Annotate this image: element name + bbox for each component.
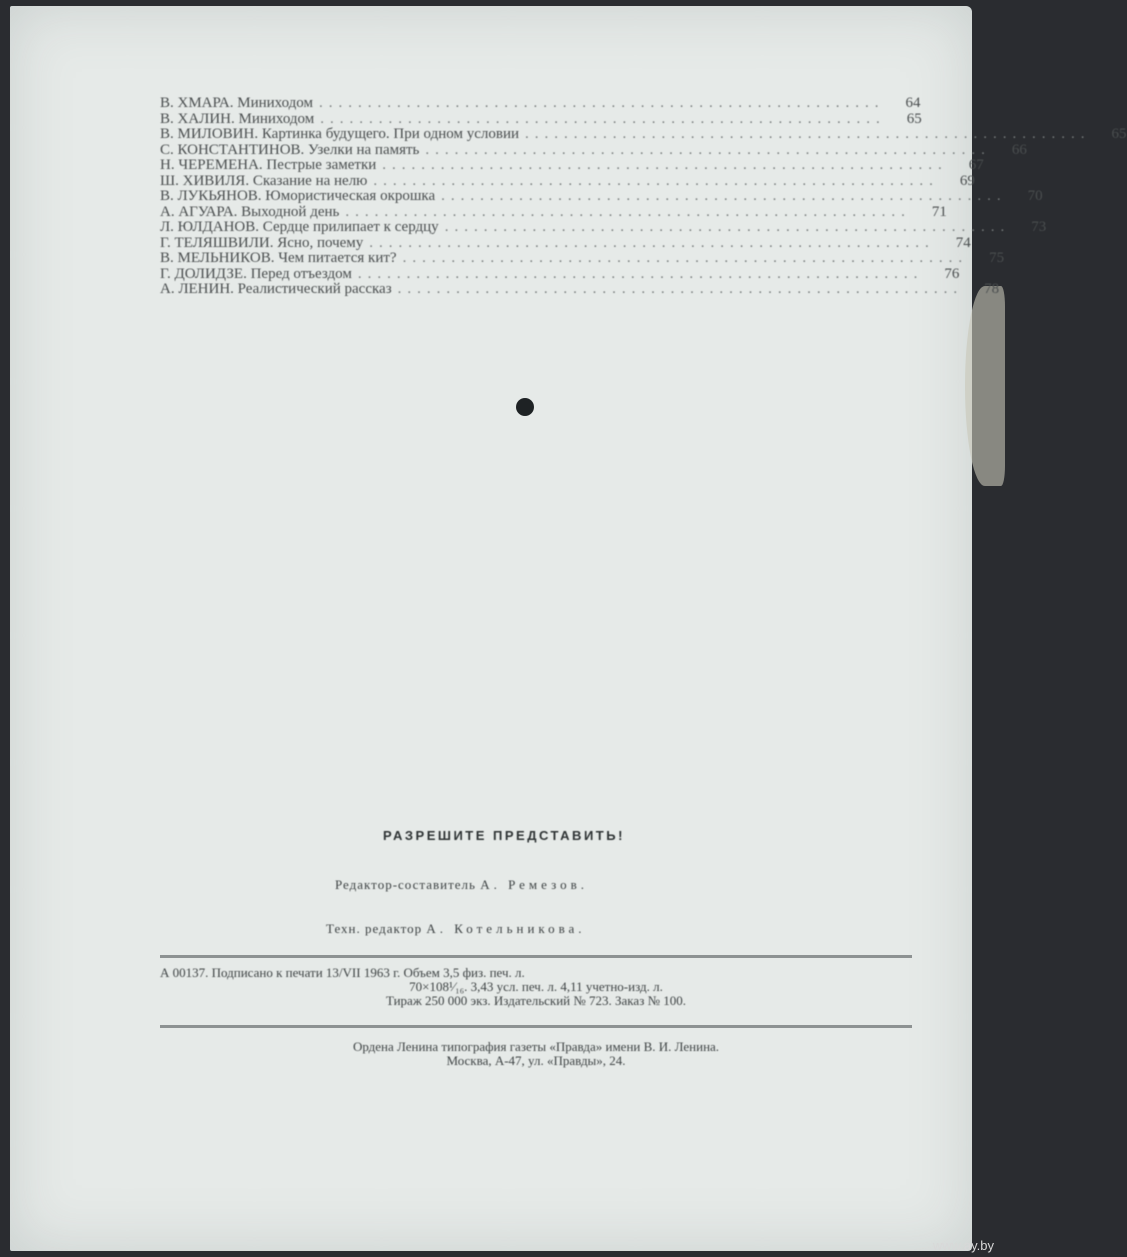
toc-leader: .......................................................... [441, 188, 1007, 204]
toc-page: 73 [1031, 219, 1047, 235]
imprint-block [160, 966, 912, 1008]
toc-row [160, 172, 975, 190]
toc-title: Ш. ХИВИЛЯ. Сказание на нелю [160, 172, 368, 189]
toc-leader: .......................................................... [345, 203, 911, 220]
book-title: РАЗРЕШИТЕ ПРЕДСТАВИТЬ! [383, 828, 625, 843]
toc-page: 64 [905, 95, 921, 111]
tech-editor-credit [326, 921, 586, 937]
table-of-contents [160, 95, 1127, 298]
toc-row [160, 157, 984, 174]
toc-row [160, 219, 1047, 236]
toc-leader: .......................................................... [444, 219, 1011, 235]
toc-title: В. МЕЛЬНИКОВ. Чем питается кит? [160, 250, 397, 266]
toc-leader: .......................................................... [382, 157, 948, 173]
toc-leader: .......................................................... [319, 95, 885, 111]
toc-title: А. ЛЕНИН. Реалистический рассказ [160, 281, 392, 297]
toc-row [160, 265, 960, 283]
toc-page: 71 [931, 203, 947, 220]
imprint-line: А 00137. Подписано к печати 13/VII 1963 г. Объем 3,5 физ. печ. л. [160, 965, 525, 980]
editor-label: Редактор-составитель [335, 877, 476, 892]
imprint-line: Тираж 250 000 экз. Издательский № 723. Заказ № 100. [385, 993, 686, 1008]
toc-title: В. ХАЛИН. Миниходом [160, 110, 315, 127]
toc-leader: .......................................................... [425, 141, 991, 158]
toc-title: С. КОНСТАНТИНОВ. Узелки на память [160, 141, 420, 158]
tech-editor-label: Техн. редактор [326, 921, 423, 936]
imprint-line: 70×108¹⁄₁₆. 3,43 усл. печ. л. 4,11 учетно-изд. л. [409, 979, 663, 994]
toc-title: Н. ЧЕРЕМЕНА. Пестрые заметки [160, 157, 377, 173]
toc-leader: .......................................................... [357, 265, 924, 282]
printer-line: Москва, А-47, ул. «Правды», 24. [446, 1053, 626, 1068]
printer-line: Ордена Ленина типография газеты «Правда» имени В. И. Ленина. [352, 1039, 720, 1054]
toc-page: 70 [1027, 188, 1043, 204]
toc-page: 69 [959, 172, 975, 189]
printer-block [160, 1040, 912, 1068]
toc-title: В. ЛУКЬЯНОВ. Юмористическая окрошка [160, 188, 436, 204]
toc-title: В. ХМАРА. Миниходом [160, 95, 314, 111]
toc-row [160, 234, 971, 252]
toc-page: 74 [955, 234, 971, 251]
editor-name: А. Ремезов. [480, 877, 589, 892]
toc-leader: .......................................................... [402, 250, 969, 266]
toc-page: 76 [944, 265, 960, 282]
torn-edge [965, 286, 1005, 486]
toc-row [160, 96, 920, 112]
toc-row [160, 188, 1043, 205]
bullet-ornament [516, 398, 534, 416]
toc-title: Л. ЮЛДАНОВ. Сердце прилипает к сердцу [160, 219, 439, 235]
toc-title: В. МИЛОВИН. Картинка будущего. При одном условии [160, 126, 520, 142]
tech-editor-name: А. Котельникова. [426, 921, 586, 936]
toc-row [160, 141, 1027, 159]
toc-leader: .......................................................... [369, 234, 935, 251]
toc-leader: .......................................................... [320, 110, 886, 127]
toc-leader: .......................................................... [397, 281, 964, 297]
editor-credit [335, 877, 588, 893]
toc-page: 75 [989, 250, 1005, 266]
toc-page: 66 [1011, 141, 1027, 158]
toc-leader: .......................................................... [373, 172, 939, 189]
toc-row [160, 281, 1000, 298]
toc-title: Г. ДОЛИДЗЕ. Перед отъездом [160, 265, 352, 282]
toc-row [160, 112, 920, 128]
site-watermark: www.ay.by [932, 1238, 994, 1253]
toc-row [160, 203, 947, 221]
toc-leader: .......................................................... [525, 126, 1091, 142]
toc-row [160, 250, 1005, 267]
toc-page: 65 [1111, 126, 1127, 142]
divider-top [160, 955, 912, 958]
toc-page: 67 [968, 157, 984, 173]
divider-bottom [160, 1025, 912, 1028]
toc-row [160, 126, 1127, 143]
toc-title: Г. ТЕЛЯШВИЛИ. Ясно, почему [160, 234, 364, 251]
toc-page: 65 [906, 110, 922, 127]
toc-page: 78 [984, 281, 1000, 297]
toc-title: А. АГУАРА. Выходной день [160, 203, 340, 220]
